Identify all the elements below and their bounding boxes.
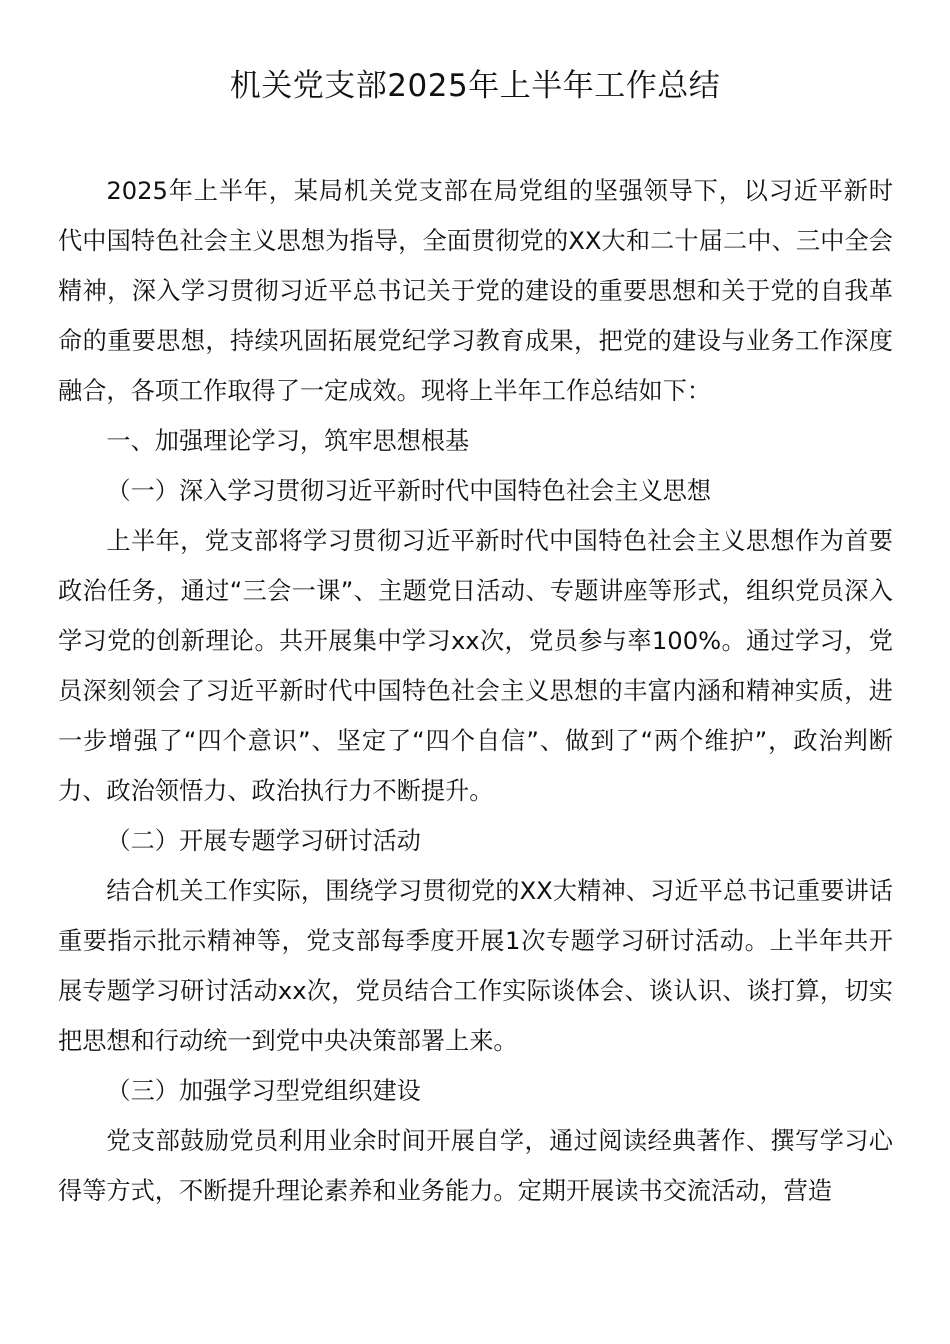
subsection-heading-1: （一）深入学习贯彻习近平新时代中国特色社会主义思想 xyxy=(106,477,712,505)
body-paragraph-2: 结合机关工作实际，围绕学习贯彻党的XX大精神、习近平总书记重要讲话重要指示批示精神等，党支部每季度开展1次专题学习研讨活动。上半年共开展专题学习研讨活动xx次，党员结合工作实际谈体会、谈认识、谈打算，切实把思想和行动统一到党中央决策部署上来。 xyxy=(58,877,893,1055)
body-paragraph-1: 上半年，党支部将学习贯彻习近平新时代中国特色社会主义思想作为首要政治任务，通过“三会一课”、主题党日活动、专题讲座等形式，组织党员深入学习党的创新理论。共开展集中学习xx次，党员参与率100%。通过学习，党员深刻领会了习近平新时代中国特色社会主义思想的丰富内涵和精神实质，进一步增强了“四个意识”、坚定了“四个自信”、做到了“两个维护”，政治判断力、政治领悟力、政治执行力不断提升。 xyxy=(58,527,893,805)
subsection-heading-2: （二）开展专题学习研讨活动 xyxy=(106,827,421,855)
subsection-heading-3: （三）加强学习型党组织建设 xyxy=(106,1077,421,1105)
document-body xyxy=(58,166,893,1216)
intro-paragraph: 2025年上半年，某局机关党支部在局党组的坚强领导下，以习近平新时代中国特色社会主义思想为指导，全面贯彻党的XX大和二十届二中、三中全会精神，深入学习贯彻习近平总书记关于党的建设的重要思想和关于党的自我革命的重要思想，持续巩固拓展党纪学习教育成果，把党的建设与业务工作深度融合，各项工作取得了一定成效。现将上半年工作总结如下： xyxy=(58,177,893,405)
document-title: 机关党支部2025年上半年工作总结 xyxy=(229,68,721,104)
section-heading-1: 一、加强理论学习，筑牢思想根基 xyxy=(106,427,470,455)
body-paragraph-3: 党支部鼓励党员利用业余时间开展自学，通过阅读经典著作、撰写学习心得等方式，不断提升理论素养和业务能力。定期开展读书交流活动，营造 xyxy=(58,1127,893,1205)
